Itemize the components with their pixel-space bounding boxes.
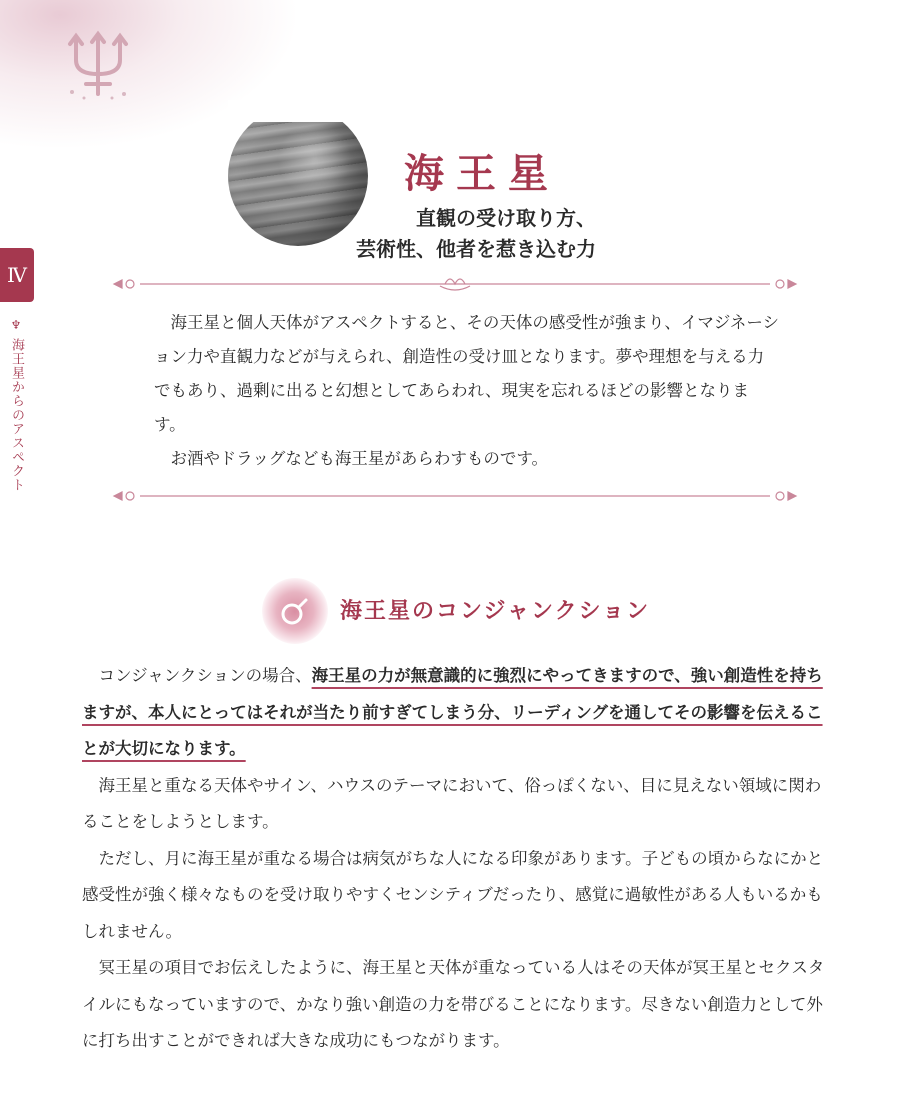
side-label-text: 海王星からのアスペクト bbox=[9, 338, 24, 493]
body-paragraph-1-highlight: 海王星の力が無意識的に強烈にやってきますので、強い創造性を持ちますが、本人にとってはそれが当たり前すぎてしまう分、リーディングを通してその影響を伝えることが大切になります。 bbox=[82, 666, 823, 758]
intro-text bbox=[154, 306, 780, 476]
subtitle-line-1: 直観の受け取り方、 bbox=[416, 206, 596, 230]
neptune-planet-image bbox=[228, 106, 368, 246]
section-title: 海王星のコンジャンクション bbox=[340, 599, 651, 624]
section-body bbox=[82, 658, 834, 1060]
intro-paragraph-2: お酒やドラッグなども海王星があらわすものです。 bbox=[170, 449, 549, 468]
intro-paragraph-1: 海王星と個人天体がアスペクトすると、その天体の感受性が強まり、イマジネーション力や直観力などが与えられ、創造性の受け皿となります。夢や理想を与える力でもあり、過剰に出ると幻想としてあらわれ、現実を忘れるほどの影響となります。 bbox=[154, 313, 780, 434]
body-paragraph-3: ただし、月に海王星が重なる場合は病気がちな人になる印象があります。子どもの頃からなにかと感受性が強く様々なものを受け取りやすくセンシティブだったり、感覚に過敏性がある人もいるかもしれません。 bbox=[82, 848, 824, 941]
body-paragraph-4: 冥王星の項目でお伝えしたように、海王星と天体が重なっている人はその天体が冥王星とセクスタイルにもなっていますので、かなり強い創造の力を帯びることになります。尽きない創造力として外に打ち出すことができれば大きな成功にもつながります。 bbox=[82, 958, 825, 1050]
chapter-tab-label: Ⅳ bbox=[7, 263, 27, 287]
ornament-divider-top bbox=[110, 274, 800, 294]
page-subtitle bbox=[356, 203, 596, 265]
page-title: 海王星 bbox=[404, 150, 560, 197]
side-chapter-label bbox=[6, 318, 26, 492]
ornament-divider-bottom bbox=[110, 486, 800, 506]
neptune-symbol-icon bbox=[64, 30, 132, 102]
subtitle-line-2: 芸術性、他者を惹き込む力 bbox=[356, 237, 596, 261]
chapter-tab bbox=[0, 248, 34, 302]
body-paragraph-2: 海王星と重なる天体やサイン、ハウスのテーマにおいて、俗っぽくない、目に見えない領域に関わることをしようとします。 bbox=[82, 775, 822, 831]
body-paragraph-1 bbox=[82, 658, 834, 768]
conjunction-symbol-icon bbox=[262, 578, 328, 644]
neptune-small-icon: ♆ bbox=[9, 318, 23, 333]
body-paragraph-1-plain: コンジャンクションの場合、 bbox=[98, 666, 312, 685]
